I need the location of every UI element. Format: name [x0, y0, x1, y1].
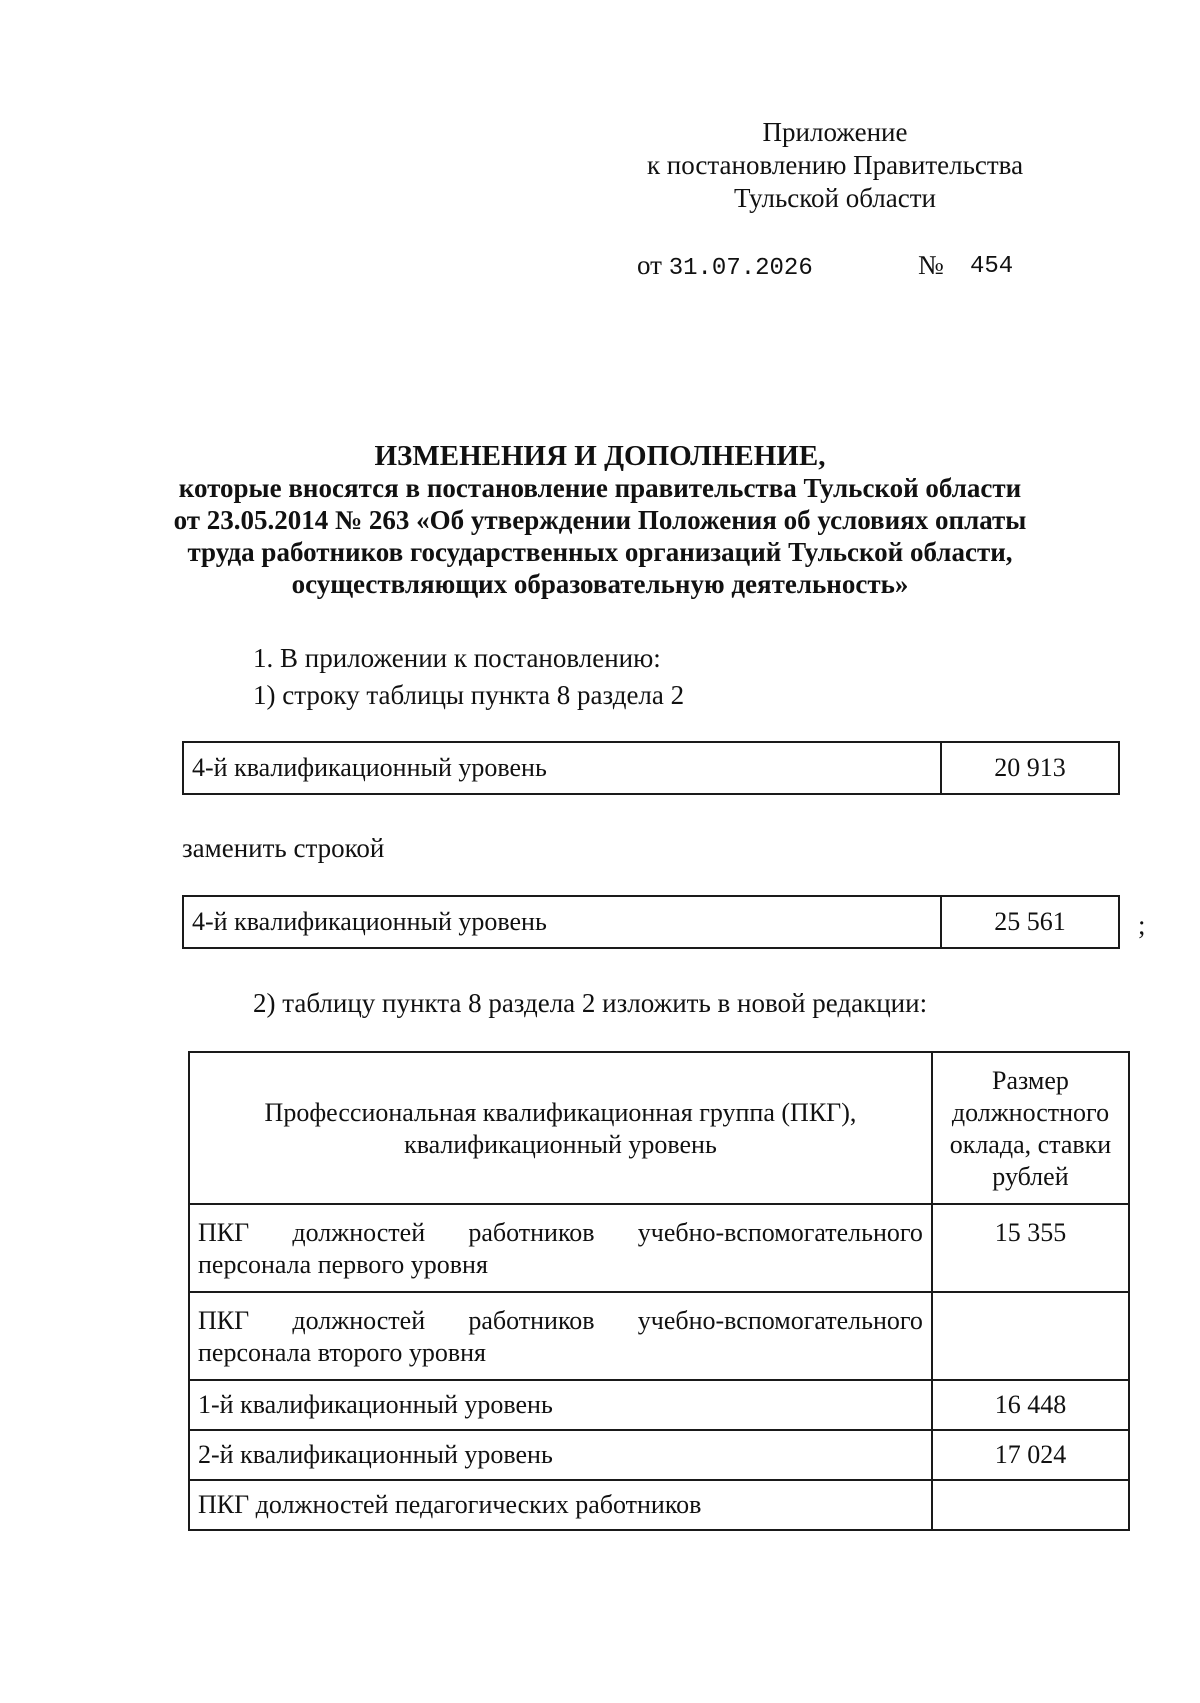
old-row-table	[182, 741, 1120, 795]
new-row-table	[182, 895, 1120, 949]
date-prefix: от	[637, 250, 662, 280]
table-row	[189, 1204, 1129, 1292]
header-col-group-line-1: Профессиональная квалификационная группа (ПКГ),	[264, 1098, 857, 1127]
document-date: 31.07.2026	[668, 255, 813, 282]
table-row	[183, 896, 1119, 948]
date-line	[637, 250, 813, 282]
old-row-label: 4-й квалификационный уровень	[183, 742, 941, 794]
row-value: 17 024	[932, 1430, 1129, 1480]
table-row	[183, 742, 1119, 794]
table-row	[189, 1480, 1129, 1530]
paragraph-2: 1) строку таблицы пункта 8 раздела 2	[253, 680, 685, 710]
header-col-salary-line-2: должностного	[951, 1098, 1110, 1127]
row-label: ПКГ должностей педагогических работников	[189, 1480, 932, 1530]
row-label: 2-й квалификационный уровень	[189, 1430, 932, 1480]
salary-table	[188, 1051, 1130, 1531]
appendix-line-1: Приложение	[762, 117, 908, 147]
row-value	[932, 1292, 1129, 1380]
table-row	[189, 1430, 1129, 1480]
title-main: ИЗМЕНЕНИЯ И ДОПОЛНЕНИЕ,	[374, 440, 826, 472]
header-col-salary-line-4: рублей	[992, 1162, 1069, 1191]
row-label: ПКГ должностей работников учебно-вспомогательного персонала второго уровня	[189, 1292, 932, 1380]
row-label: 1-й квалификационный уровень	[189, 1380, 932, 1430]
appendix-line-3: Тульской области	[734, 183, 936, 213]
document-title	[150, 440, 1050, 600]
new-row-value: 25 561	[941, 896, 1119, 948]
table-row	[189, 1292, 1129, 1380]
title-line-5: осуществляющих образовательную деятельность»	[291, 569, 909, 599]
appendix-header	[560, 116, 1110, 215]
title-line-2: которые вносятся в постановление правительства Тульской области	[178, 473, 1022, 503]
table-header-row	[189, 1052, 1129, 1204]
title-line-4: труда работников государственных организаций Тульской области,	[187, 537, 1013, 567]
appendix-line-2: к постановлению Правительства	[646, 150, 1024, 180]
header-col-salary-line-3: оклада, ставки	[949, 1130, 1112, 1159]
row-label: ПКГ должностей работников учебно-вспомогательного персонала первого уровня	[189, 1204, 932, 1292]
header-col-group	[189, 1052, 932, 1204]
row-value: 15 355	[932, 1204, 1129, 1292]
title-line-3: от 23.05.2014 № 263 «Об утверждении Положения об условиях оплаты	[173, 505, 1027, 535]
paragraph-3: 2) таблицу пункта 8 раздела 2 изложить в новой редакции:	[253, 988, 928, 1018]
old-row-value: 20 913	[941, 742, 1119, 794]
header-col-salary-line-1: Размер	[992, 1066, 1069, 1095]
document-number: 454	[970, 253, 1014, 280]
new-row-label: 4-й квалификационный уровень	[183, 896, 941, 948]
number-label: №	[918, 250, 944, 280]
header-col-group-line-2: квалификационный уровень	[404, 1130, 717, 1159]
semicolon: ;	[1138, 910, 1146, 940]
row-value	[932, 1480, 1129, 1530]
row-value: 16 448	[932, 1380, 1129, 1430]
replace-text: заменить строкой	[182, 833, 385, 863]
paragraph-1: 1. В приложении к постановлению:	[253, 643, 661, 673]
table-row	[189, 1380, 1129, 1430]
header-col-salary	[932, 1052, 1129, 1204]
